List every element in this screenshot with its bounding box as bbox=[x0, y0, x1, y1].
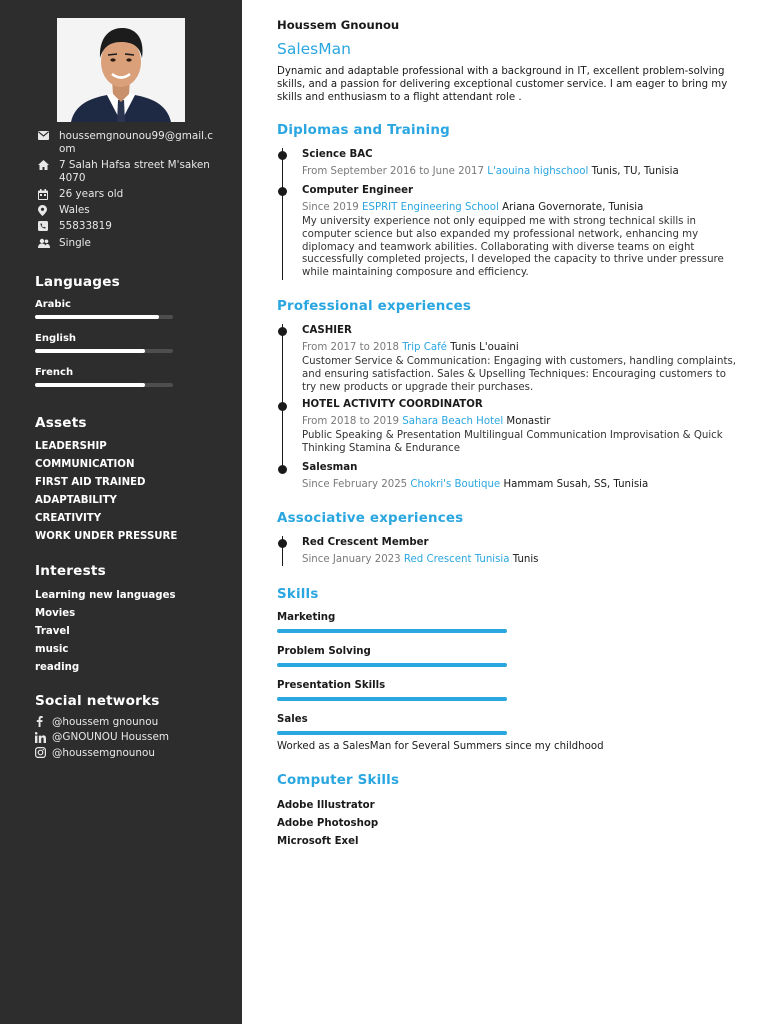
interest-item: Movies bbox=[35, 608, 76, 619]
skill-name: Sales bbox=[277, 714, 308, 725]
diploma-title: Science BAC bbox=[302, 149, 373, 160]
language-level-track bbox=[35, 383, 173, 387]
timeline-dot bbox=[278, 465, 287, 474]
diploma-place: Tunis, TU, Tunisia bbox=[591, 166, 679, 177]
diploma-place: Ariana Governorate, Tunisia bbox=[502, 202, 644, 213]
social-linkedin-text: @GNOUNOU Houssem bbox=[52, 731, 169, 744]
social-facebook-text: @houssem gnounou bbox=[52, 715, 159, 728]
computer-skill-item: Microsoft Exel bbox=[277, 836, 359, 847]
interests-list bbox=[35, 589, 225, 679]
experience-place: Tunis L'ouaini bbox=[450, 342, 519, 353]
profile-photo bbox=[57, 18, 185, 122]
timeline-dot bbox=[278, 151, 287, 160]
diploma-org-link[interactable]: L'aouina highschool bbox=[487, 166, 589, 177]
location-pin-icon bbox=[38, 204, 59, 216]
diplomas-timeline bbox=[277, 148, 747, 280]
contact-status-text: Single bbox=[59, 236, 91, 249]
computer-skills-list bbox=[277, 799, 378, 853]
skill-item bbox=[277, 646, 507, 667]
associative-place: Tunis bbox=[512, 554, 539, 565]
experience-heading: Professional experiences bbox=[277, 299, 472, 314]
skill-level-bar bbox=[277, 697, 507, 701]
skill-name: Marketing bbox=[277, 612, 336, 623]
computer-skills-heading: Computer Skills bbox=[277, 773, 400, 788]
contact-age-text: 26 years old bbox=[59, 187, 124, 200]
people-icon bbox=[38, 237, 59, 248]
contact-location-text: Wales bbox=[59, 204, 90, 217]
experience-title: HOTEL ACTIVITY COORDINATOR bbox=[302, 399, 483, 410]
interests-heading: Interests bbox=[35, 563, 106, 579]
timeline-dot bbox=[278, 327, 287, 336]
experience-description: Customer Service & Communication: Engaging with customers, handling complaints, and ensuring satisfaction. Sales & Upselling Techniques: Encouraging customers to try new products or upgrade their purchases. bbox=[302, 356, 737, 393]
computer-skill-item: Adobe Illustrator bbox=[277, 800, 375, 811]
asset-item: ADAPTABILITY bbox=[35, 495, 117, 506]
facebook-icon bbox=[35, 716, 52, 727]
associative-meta bbox=[302, 553, 742, 566]
contact-email[interactable] bbox=[38, 130, 213, 156]
computer-skill-item: Adobe Photoshop bbox=[277, 818, 379, 829]
skill-name: Problem Solving bbox=[277, 646, 371, 657]
diploma-item bbox=[302, 148, 742, 178]
diploma-period: From September 2016 to June 2017 bbox=[302, 166, 485, 177]
diploma-title: Computer Engineer bbox=[302, 185, 414, 196]
experience-period: Since February 2025 bbox=[302, 479, 408, 490]
skill-level-bar bbox=[277, 629, 507, 633]
language-level-fill bbox=[35, 383, 145, 387]
phone-icon bbox=[38, 220, 59, 231]
interest-item: Travel bbox=[35, 626, 70, 637]
language-level-track bbox=[35, 315, 173, 319]
social-list bbox=[35, 714, 225, 761]
associative-heading: Associative experiences bbox=[277, 511, 464, 526]
language-name: French bbox=[35, 367, 74, 378]
language-name: Arabic bbox=[35, 299, 71, 310]
experience-meta bbox=[302, 415, 742, 428]
skill-item bbox=[277, 612, 507, 633]
skill-level-bar bbox=[277, 663, 507, 667]
linkedin-icon bbox=[35, 732, 52, 743]
skill-item bbox=[277, 680, 507, 701]
associative-item bbox=[302, 536, 742, 566]
contact-phone-text: 55833819 bbox=[59, 220, 112, 233]
experience-org-link[interactable]: Sahara Beach Hotel bbox=[402, 416, 504, 427]
asset-item: CREATIVITY bbox=[35, 513, 102, 524]
diploma-description: My university experience not only equipped me with strong technical skills in computer science but also expanded my professional network, enhancing my diplomacy and teamwork abilities. Collaborating with diverse teams on eight successfully completed projects, I developed the capacity to thrive under pressure while maintaining composure and efficiency. bbox=[302, 216, 724, 279]
asset-item: WORK UNDER PRESSURE bbox=[35, 531, 178, 542]
associative-timeline bbox=[277, 536, 747, 568]
timeline-dot bbox=[278, 187, 287, 196]
mail-icon bbox=[38, 130, 59, 140]
skill-level-bar bbox=[277, 731, 507, 735]
diploma-meta bbox=[302, 165, 742, 178]
associative-title: Red Crescent Member bbox=[302, 537, 429, 548]
associative-org-link[interactable]: Red Crescent Tunisia bbox=[403, 554, 510, 565]
contact-phone[interactable] bbox=[38, 220, 213, 233]
diploma-period: Since 2019 bbox=[302, 202, 359, 213]
social-instagram[interactable] bbox=[35, 745, 225, 761]
experience-period: From 2018 to 2019 bbox=[302, 416, 400, 427]
contact-address bbox=[38, 159, 213, 185]
experience-item bbox=[302, 324, 742, 394]
language-item bbox=[35, 333, 173, 353]
calendar-icon bbox=[38, 188, 59, 200]
contact-email-text: houssemgnounou99@gmail.com bbox=[59, 130, 214, 155]
languages-heading: Languages bbox=[35, 274, 120, 290]
social-instagram-text: @houssemgnounou bbox=[52, 746, 155, 759]
experience-item bbox=[302, 461, 742, 491]
language-level-fill bbox=[35, 315, 159, 319]
diploma-item bbox=[302, 184, 742, 280]
experience-place: Hammam Susah, SS, Tunisia bbox=[503, 479, 649, 490]
skill-item bbox=[277, 714, 507, 735]
interest-item: music bbox=[35, 644, 69, 655]
language-item bbox=[35, 299, 173, 319]
experience-place: Monastir bbox=[506, 416, 551, 427]
social-linkedin[interactable] bbox=[35, 730, 225, 746]
assets-heading: Assets bbox=[35, 415, 87, 431]
assets-list bbox=[35, 440, 225, 548]
contact-address-text: 7 Salah Hafsa street M'saken 4070 bbox=[59, 158, 210, 184]
skill-name: Presentation Skills bbox=[277, 680, 386, 691]
experience-item bbox=[302, 398, 742, 456]
contact-status bbox=[38, 237, 213, 250]
experience-meta bbox=[302, 341, 742, 354]
language-level-track bbox=[35, 349, 173, 353]
contact-location bbox=[38, 204, 213, 217]
timeline-dot bbox=[278, 539, 287, 548]
interest-item: Learning new languages bbox=[35, 590, 176, 601]
diploma-meta bbox=[302, 201, 742, 214]
language-level-fill bbox=[35, 349, 145, 353]
asset-item: FIRST AID TRAINED bbox=[35, 477, 146, 488]
timeline-dot bbox=[278, 402, 287, 411]
skills-note: Worked as a SalesMan for Several Summers since my childhood bbox=[277, 741, 604, 752]
interest-item: reading bbox=[35, 662, 80, 673]
social-facebook[interactable] bbox=[35, 714, 225, 730]
skills-heading: Skills bbox=[277, 587, 319, 602]
social-heading: Social networks bbox=[35, 693, 160, 709]
experience-description: Public Speaking & Presentation Multilingual Communication Improvisation & Quick Thinking Stamina & Endurance bbox=[302, 430, 723, 454]
timeline-line bbox=[282, 324, 283, 469]
experience-title: Salesman bbox=[302, 462, 358, 473]
language-name: English bbox=[35, 333, 77, 344]
timeline-line bbox=[282, 148, 283, 280]
home-icon bbox=[38, 159, 59, 170]
experience-org-link[interactable]: Chokri's Boutique bbox=[410, 479, 501, 490]
profile-summary: Dynamic and adaptable professional with a background in IT, excellent problem-solving skills, and a passion for delivering exceptional customer service. I am eager to bring my skills and enthusiasm to a flight attendant role . bbox=[277, 66, 728, 103]
sidebar bbox=[0, 0, 242, 1024]
main-content bbox=[277, 0, 747, 1024]
asset-item: LEADERSHIP bbox=[35, 441, 107, 452]
experience-meta bbox=[302, 478, 742, 491]
job-title: SalesMan bbox=[277, 40, 351, 58]
experience-title: CASHIER bbox=[302, 325, 352, 336]
candidate-name: Houssem Gnounou bbox=[277, 18, 400, 32]
contact-list bbox=[38, 130, 213, 253]
diploma-org-link[interactable]: ESPRIT Engineering School bbox=[362, 202, 499, 213]
asset-item: COMMUNICATION bbox=[35, 459, 135, 470]
diplomas-heading: Diplomas and Training bbox=[277, 123, 450, 138]
experience-timeline bbox=[277, 324, 747, 492]
language-item bbox=[35, 367, 173, 387]
contact-age bbox=[38, 188, 213, 201]
experience-org-link[interactable]: Trip Café bbox=[402, 342, 447, 353]
associative-period: Since January 2023 bbox=[302, 554, 401, 565]
experience-period: From 2017 to 2018 bbox=[302, 342, 400, 353]
instagram-icon bbox=[35, 747, 52, 758]
